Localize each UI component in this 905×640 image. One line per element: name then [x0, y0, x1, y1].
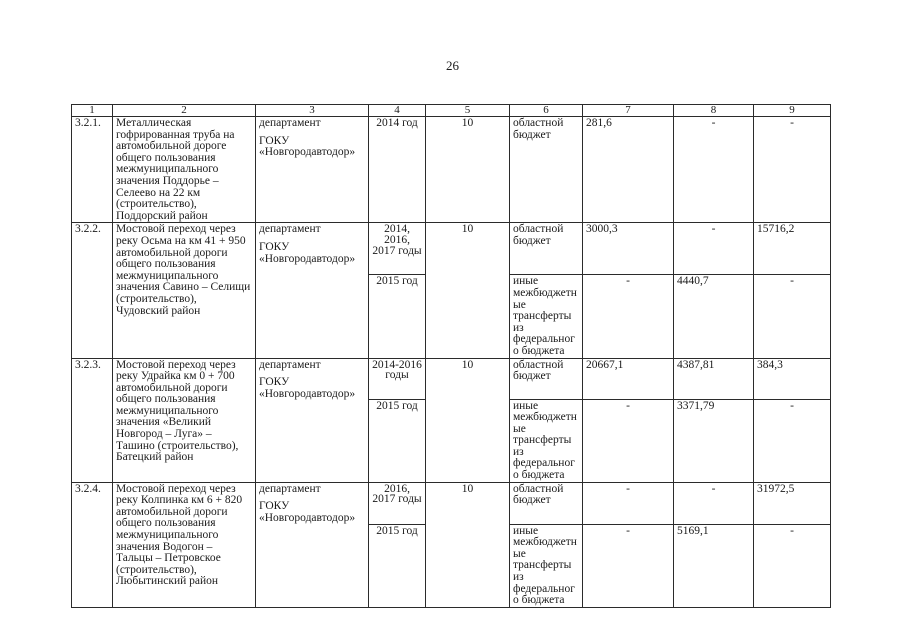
amount-col9: -	[754, 117, 831, 223]
period: 2014-2016 годы	[369, 358, 426, 399]
responsible	[256, 117, 369, 223]
amount-col8: 4440,7	[674, 275, 754, 358]
period: 2015 год	[369, 399, 426, 482]
amount-col7: -	[583, 275, 674, 358]
header-cell: 4	[369, 105, 426, 117]
amount-col9: -	[754, 524, 831, 607]
object-name: Мостовой переход через реку Колпинка км 6 + 820 автомобильной дороги общего пользования межмуниципального значения Водогон – Тальцы – Петровское (строительство), Любытинский район	[113, 482, 256, 607]
executor-label: ГОКУ «Новгородавтодор»	[259, 376, 356, 400]
amount-col8: 5169,1	[674, 524, 754, 607]
amount-col7: 20667,1	[583, 358, 674, 399]
target-index: 10	[426, 482, 510, 607]
amount-col8: -	[674, 117, 754, 223]
amount-col9: 15716,2	[754, 223, 831, 275]
dept-label: департамент	[259, 482, 321, 495]
header-cell: 6	[510, 105, 583, 117]
row-number: 3.2.4.	[72, 482, 113, 607]
amount-col9: -	[754, 275, 831, 358]
header-cell: 2	[113, 105, 256, 117]
funding-source: областной бюджет	[510, 117, 583, 223]
funding-source: областной бюджет	[510, 223, 583, 275]
funding-source: иные межбюджетные трансферты из федерального бюджета	[510, 524, 583, 607]
header-cell: 7	[583, 105, 674, 117]
header-row	[72, 105, 831, 117]
executor-label: ГОКУ «Новгородавтодор»	[259, 500, 356, 524]
dept-label: департамент	[259, 117, 321, 129]
period: 2014 год	[369, 117, 426, 223]
executor-label: ГОКУ «Новгородавтодор»	[259, 134, 356, 159]
object-name: Мостовой переход через реку Осьма на км 41 + 950 автомобильной дороги общего пользования межмуниципального значения Савино – Селищи (строительство), Чудовский район	[113, 223, 256, 358]
funding-source: иные межбюджетные трансферты из федерального бюджета	[510, 275, 583, 358]
amount-col9: -	[754, 399, 831, 482]
amount-col8: -	[674, 482, 754, 524]
period: 2016, 2017 годы	[369, 482, 426, 524]
period: 2015 год	[369, 275, 426, 358]
amount-col7: -	[583, 524, 674, 607]
header-cell: 8	[674, 105, 754, 117]
responsible	[256, 223, 369, 358]
executor-label: ГОКУ «Новгородавтодор»	[259, 240, 356, 265]
funding-source: областной бюджет	[510, 358, 583, 399]
row-number: 3.2.3.	[72, 358, 113, 482]
header-cell: 9	[754, 105, 831, 117]
amount-col9: 384,3	[754, 358, 831, 399]
amount-col7: -	[583, 482, 674, 524]
amount-col9: 31972,5	[754, 482, 831, 524]
header-cell: 5	[426, 105, 510, 117]
object-name: Металлическая гофрированная труба на автомобильной дороге общего пользования межмуниципального значения Поддорье – Селеево на 22 км (строительство), Поддорский район	[113, 117, 256, 223]
header-cell: 1	[72, 105, 113, 117]
period: 2015 год	[369, 524, 426, 607]
target-index: 10	[426, 358, 510, 482]
table-row	[72, 358, 831, 399]
funding-source: областной бюджет	[510, 482, 583, 524]
program-table	[71, 104, 831, 608]
target-index: 10	[426, 117, 510, 223]
amount-col8: -	[674, 223, 754, 275]
funding-source: иные межбюджетные трансферты из федерального бюджета	[510, 399, 583, 482]
table-row	[72, 117, 831, 223]
dept-label: департамент	[259, 358, 321, 371]
amount-col7: 281,6	[583, 117, 674, 223]
row-number: 3.2.2.	[72, 223, 113, 358]
row-number: 3.2.1.	[72, 117, 113, 223]
dept-label: департамент	[259, 223, 321, 236]
header-cell: 3	[256, 105, 369, 117]
object-name: Мостовой переход через реку Удрайка км 0 + 700 автомобильной дороги общего пользования межмуниципального значения «Великий Новгород – Луга» – Ташино (строительство), Батецкий район	[113, 358, 256, 482]
responsible	[256, 358, 369, 482]
amount-col7: 3000,3	[583, 223, 674, 275]
amount-col8: 3371,79	[674, 399, 754, 482]
amount-col7: -	[583, 399, 674, 482]
target-index: 10	[426, 223, 510, 358]
table-row	[72, 223, 831, 275]
period: 2014, 2016, 2017 годы	[369, 223, 426, 275]
responsible	[256, 482, 369, 607]
table-row	[72, 482, 831, 524]
amount-col8: 4387,81	[674, 358, 754, 399]
page-number: 26	[446, 58, 459, 73]
